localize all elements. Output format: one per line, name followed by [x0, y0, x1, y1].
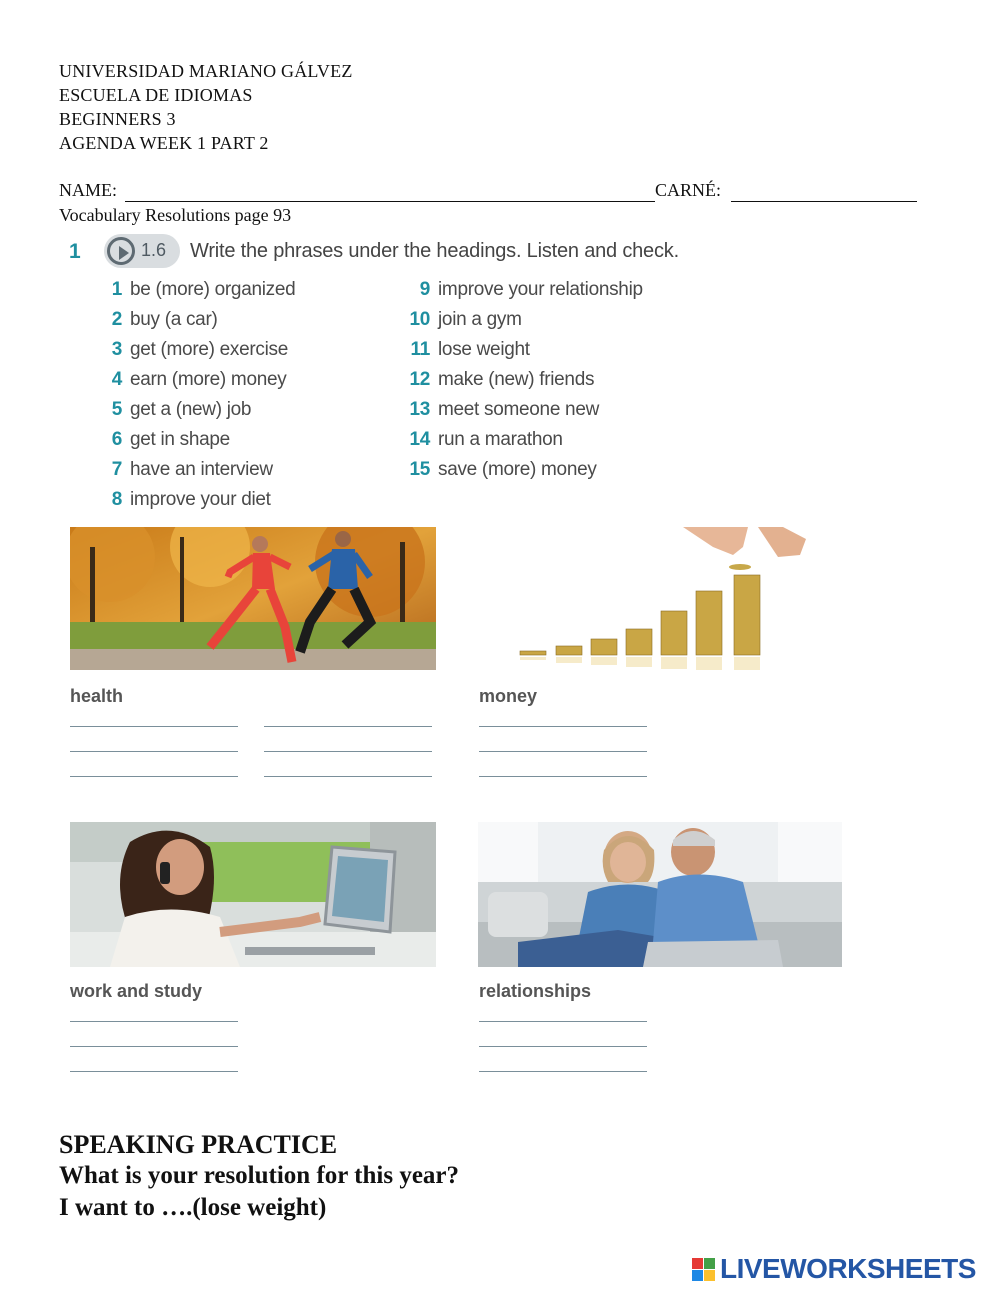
carne-label: CARNÉ:	[655, 180, 722, 200]
play-icon	[107, 237, 135, 265]
list-item: 8 improve your diet	[111, 489, 271, 510]
list-item: 10 join a gym	[409, 309, 522, 330]
list-item: 2 buy (a car)	[111, 309, 218, 330]
logo-text: LIVEWORKSHEETS	[720, 1253, 976, 1284]
answer-line[interactable]	[479, 726, 647, 727]
answer-line[interactable]	[70, 751, 238, 752]
health-photo	[70, 527, 436, 670]
logo-square-icon	[704, 1270, 715, 1281]
health-heading: health	[70, 686, 124, 706]
answer-line[interactable]	[479, 1046, 647, 1047]
answer-line[interactable]	[70, 726, 238, 727]
list-item: 3 get (more) exercise	[111, 339, 288, 360]
list-item: 14 run a marathon	[409, 429, 563, 450]
list-item: 12 make (new) friends	[409, 369, 595, 390]
agenda-title: AGENDA WEEK 1 PART 2	[59, 133, 269, 153]
list-item: 7 have an interview	[111, 459, 273, 480]
speaking-title: SPEAKING PRACTICE	[59, 1130, 338, 1159]
relationships-heading: relationships	[479, 981, 592, 1001]
name-field[interactable]	[125, 201, 655, 202]
audio-track-number: 1.6	[141, 240, 167, 260]
money-photo	[478, 527, 842, 670]
answer-line[interactable]	[264, 726, 432, 727]
answer-line[interactable]	[70, 776, 238, 777]
answer-line[interactable]	[70, 1046, 238, 1047]
university-name: UNIVERSIDAD MARIANO GÁLVEZ	[59, 61, 353, 81]
list-item: 5 get a (new) job	[111, 399, 252, 420]
list-item: 13 meet someone new	[409, 399, 600, 420]
list-item: 15 save (more) money	[409, 459, 597, 480]
course-level: BEGINNERS 3	[59, 109, 176, 129]
exercise-instruction: Write the phrases under the headings. Listen and check.	[190, 240, 679, 262]
answer-line[interactable]	[479, 1021, 647, 1022]
speaking-question: What is your resolution for this year?	[59, 1162, 460, 1189]
answer-line[interactable]	[479, 1071, 647, 1072]
logo-square-icon	[692, 1270, 703, 1281]
logo-square-icon	[692, 1258, 703, 1269]
audio-track-button[interactable]	[104, 234, 180, 268]
logo-square-icon	[704, 1258, 715, 1269]
name-label: NAME:	[59, 180, 117, 200]
name-row	[59, 180, 919, 206]
answer-line[interactable]	[264, 776, 432, 777]
vocabulary-subtitle: Vocabulary Resolutions page 93	[59, 205, 292, 225]
list-item: 11 lose weight	[410, 339, 530, 360]
list-item: 9 improve your relationship	[419, 279, 643, 300]
list-item: 1 be (more) organized	[111, 279, 296, 300]
exercise-number: 1	[69, 240, 81, 263]
carne-field[interactable]	[731, 201, 917, 202]
answer-line[interactable]	[264, 751, 432, 752]
speaking-example: I want to ….(lose weight)	[59, 1194, 327, 1221]
work-study-photo	[70, 822, 436, 967]
answer-line[interactable]	[479, 751, 647, 752]
answer-line[interactable]	[70, 1021, 238, 1022]
list-item: 6 get in shape	[111, 429, 230, 450]
work-study-heading: work and study	[70, 981, 203, 1001]
money-heading: money	[479, 686, 538, 706]
answer-line[interactable]	[70, 1071, 238, 1072]
relationships-photo	[478, 822, 842, 967]
answer-line[interactable]	[479, 776, 647, 777]
list-item: 4 earn (more) money	[111, 369, 287, 390]
school-name: ESCUELA DE IDIOMAS	[59, 85, 253, 105]
